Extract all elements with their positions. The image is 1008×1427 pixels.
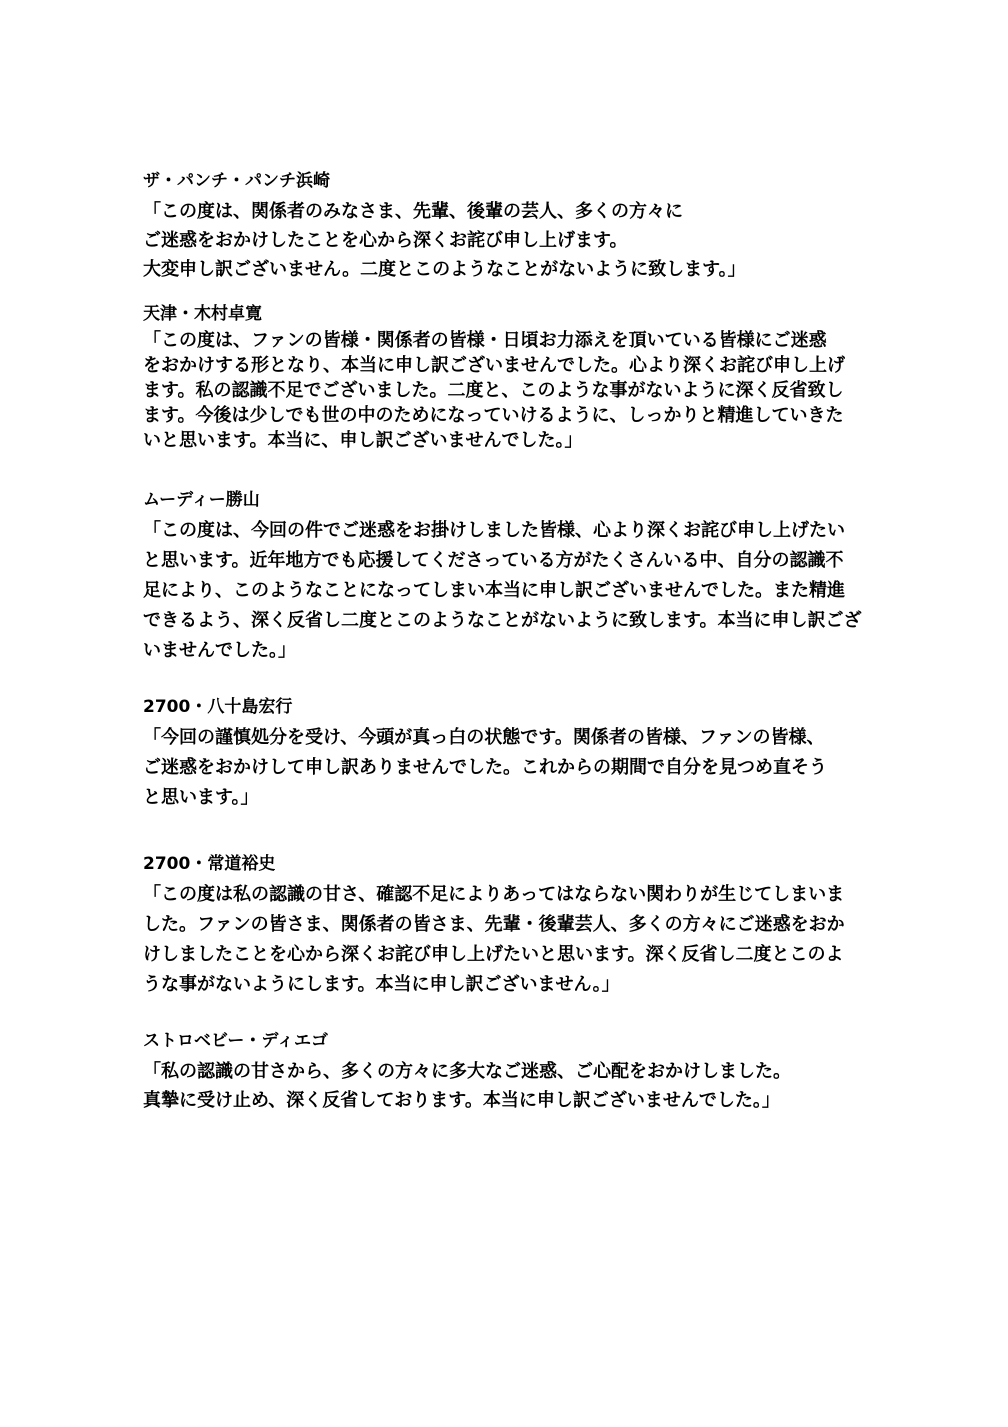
statement-line: ます。今後は少しでも世の中のためになっていけるように、しっかりと精進していきた [143, 405, 844, 426]
statement-line: 大変申し訳ございません。二度とこのようなことがないように致します。」 [143, 259, 746, 280]
statement-line: ご迷惑をおかけしたことを心から深くお詫び申し上げます。 [143, 230, 628, 251]
statement-line: 「この度は、ファンの皆様・関係者の皆様・日頃お力添えを頂いている皆様にご迷惑 [143, 330, 827, 351]
speaker-name: 2700・常道裕史 [143, 854, 276, 874]
statement-line: 「この度は、今回の件でご迷惑をお掛けしました皆様、心より深くお詫び申し上げたい [143, 520, 845, 541]
statement-line: 「今回の謹慎処分を受け、今頭が真っ白の状態です。関係者の皆様、ファンの皆様、 [143, 727, 825, 748]
statement-line: した。ファンの皆さま、関係者の皆さま、先輩・後輩芸人、多くの方々にご迷惑をおか [143, 914, 845, 935]
statement-line: 「この度は、関係者のみなさま、先輩、後輩の芸人、多くの方々に [143, 201, 683, 222]
statement-block [143, 302, 863, 453]
statement-line: できるよう、深く反省し二度とこのようなことがないように致します。本当に申し訳ござ [143, 610, 862, 631]
speaker-name: 2700・八十島宏行 [143, 697, 293, 717]
statement-line: うな事がないようにします。本当に申し訳ございません。」 [143, 974, 620, 995]
statement-line: けしましたことを心から深くお詫び申し上げたいと思います。深く反省し二度とこのよ [143, 944, 844, 965]
statement-block [143, 488, 863, 666]
statement-block [143, 1029, 863, 1115]
statement-line: 真摯に受け止め、深く反省しております。本当に申し訳ございませんでした。」 [143, 1090, 780, 1111]
statement-line: いと思います。本当に、申し訳ございませんでした。」 [143, 430, 583, 451]
statement-block [143, 169, 863, 284]
statement-line: ます。私の認識不足でございました。二度と、このような事がないように深く反省致し [143, 380, 844, 401]
speaker-name: ストロベビー・ディエゴ [143, 1031, 328, 1051]
statement-block [143, 695, 863, 813]
statement-line: と思います。」 [143, 787, 259, 808]
statement-line: 「この度は私の認識の甘さ、確認不足によりあってはならない関わりが生じてしまいま [143, 884, 845, 905]
statement-line: ご迷惑をおかけして申し訳ありませんでした。これからの期間で自分を見つめ直そう [143, 757, 827, 778]
statement-line: 足により、このようなことになってしまい本当に申し訳ございませんでした。また精進 [143, 580, 845, 601]
statement-line: いませんでした。」 [143, 640, 296, 661]
statement-line: 「私の認識の甘さから、多くの方々に多大なご迷惑、ご心配をおかけしました。 [143, 1061, 791, 1082]
speaker-name: 天津・木村卓寛 [143, 304, 262, 324]
statement-line: をおかけする形となり、本当に申し訳ございませんでした。心より深くお詫び申し上げ [143, 355, 845, 376]
speaker-name: ザ・パンチ・パンチ浜崎 [143, 171, 330, 191]
statement-block [143, 852, 863, 1000]
speaker-name: ムーディー勝山 [143, 490, 260, 510]
statement-line: と思います。近年地方でも応援してくださっている方がたくさんいる中、自分の認識不 [143, 550, 844, 571]
